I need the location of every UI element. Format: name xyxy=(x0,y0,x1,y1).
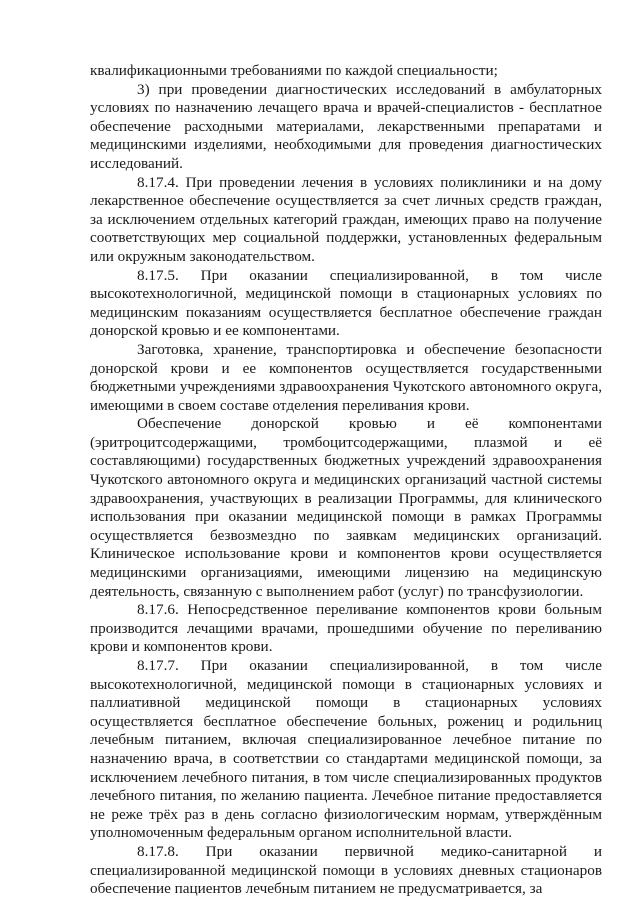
paragraph-8-17-7: 8.17.7. При оказании специализированной, в том числе высокотехнологичной, медицинской помощи в стационарных условиях и паллиативной медицинской помощи в стационарных условиях осуществляется бесплатное обеспечение больных, рожениц и родильниц лечебным питанием, включая специализированное лечебное питание по назначению врача, в соответствии со стандартами медицинской помощи, за исключением лечебного питания, в том числе специализированных продуктов лечебного питания, по желанию пациента. Лечебное питание предоставляется не реже трёх раз в день согласно физиологическим нормам, утверждённым уполномоченным федеральным органом исполнительной власти. xyxy=(90,657,602,842)
paragraph-diagnostics: 3) при проведении диагностических исследований в амбулаторных условиях по назначению лечащего врача и врачей-специалистов - бесплатное обеспечение расходными материалами, лекарственными препаратами и медицинскими изделиями, необходимыми для проведения диагностических исследований. xyxy=(90,80,602,172)
paragraph-8-17-5: 8.17.5. При оказании специализированной, в том числе высокотехнологичной, медицинской помощи в стационарных условиях по медицинским показаниям осуществляется бесплатное обеспечение граждан донорской кровью и ее компонентами. xyxy=(90,266,602,340)
paragraph-8-17-4: 8.17.4. При проведении лечения в условиях поликлиники и на дому лекарственное обеспечение осуществляется за счет личных средств граждан, за исключением отдельных категорий граждан, имеющих право на получение соответствующих мер социальной поддержки, установленных федеральным или окружным законодательством. xyxy=(90,173,602,265)
document-page xyxy=(90,62,602,899)
paragraph-qualification: квалификационными требованиями по каждой специальности; xyxy=(90,62,498,79)
paragraph-8-17-6: 8.17.6. Непосредственное переливание компонентов крови больным производится лечащими врачами, прошедшими обучение по переливанию крови и компонентов крови. xyxy=(90,601,602,656)
paragraph-blood-supply: Обеспечение донорской кровью и её компонентами (эритроцитсодержащими, тромбоцитсодержащими, плазмой и её составляющими) государственных бюджетных учреждений здравоохранения Чукотского автономного округа и медицинских организаций частной системы здравоохранения, участвующих в реализации Программы, для клинического использования при оказании медицинской помощи в рамках Программы осуществляется безвозмездно по заявкам медицинских организаций. Клиническое использование крови и компонентов крови осуществляется медицинскими организациями, имеющими лицензию на медицинскую деятельность, связанную с выполнением работ (услуг) по трансфузиологии. xyxy=(90,415,602,600)
paragraph-blood-procurement: Заготовка, хранение, транспортировка и обеспечение безопасности донорской крови и ее компонентов осуществляется государственными бюджетными учреждениями здравоохранения Чукотского автономного округа, имеющими в своем составе отделения переливания крови. xyxy=(90,340,602,414)
paragraph-8-17-8: 8.17.8. При оказании первичной медико-санитарной и специализированной медицинской помощи в условиях дневных стационаров обеспечение пациентов лечебным питанием не предусматривается, за xyxy=(90,842,602,898)
